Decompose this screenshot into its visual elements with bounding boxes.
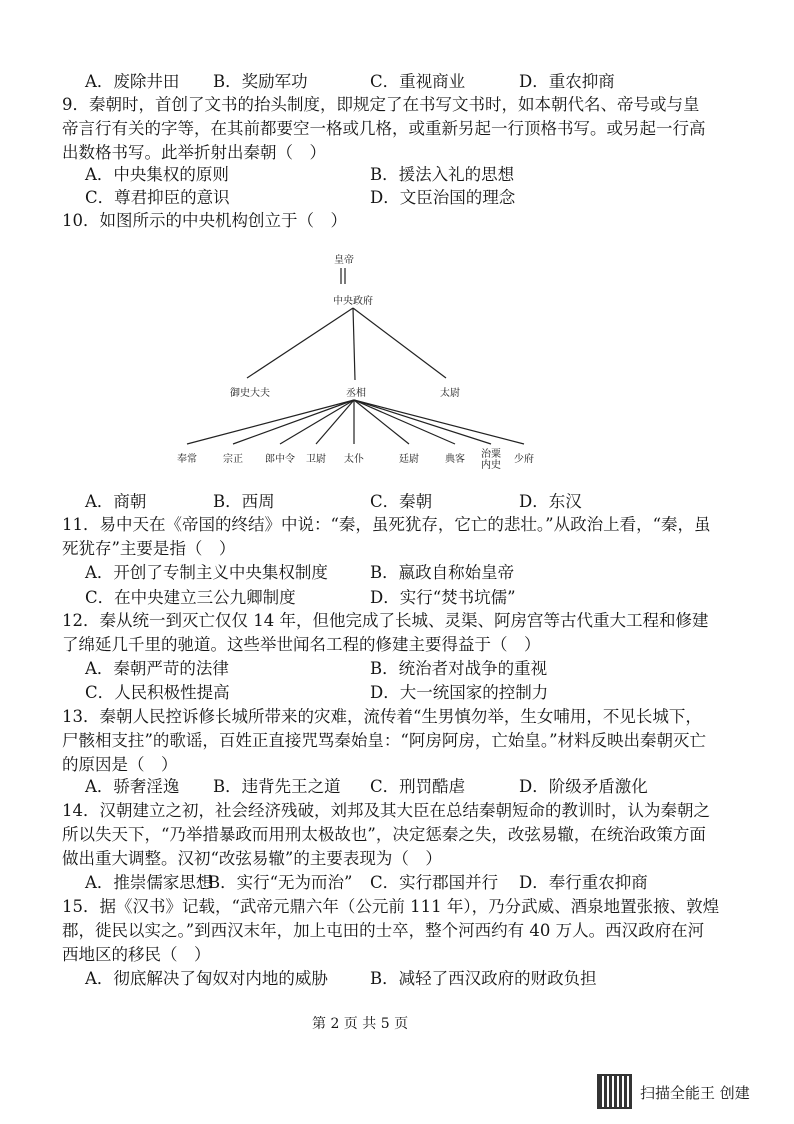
q13-option-b: B．违背先王之道 (213, 777, 341, 796)
q8-option-a: A．废除井田 (85, 72, 180, 91)
q15-stem-line: 西地区的移民（ ） (62, 945, 211, 964)
scanner-watermark: 扫描全能王 创建 (640, 1084, 750, 1102)
q10-option-b: B．西周 (213, 492, 275, 511)
q11-option-d: D．实行“焚书坑儒” (370, 588, 516, 607)
q12-option-c: C．人民积极性提高 (85, 683, 230, 702)
q13-stem-line: 尸骸相支拄”的歌谣，百姓正直接咒骂秦始皇：“阿房阿房，亡始皇。”材料反映出秦朝灭亡 (62, 731, 707, 750)
org-yushi-dafu: 御史大夫 (230, 388, 270, 399)
q12-stem-line: 12．秦从统一到灭亡仅仅 14 年，但他完成了长城、灵渠、阿房宫等古代重大工程和修建 (62, 611, 709, 630)
org-minister: 郎中令 (265, 454, 295, 465)
q10-stem: 10．如图所示的中央机构创立于（ ） (62, 211, 347, 230)
org-minister: 少府 (514, 454, 534, 465)
q13-option-c: C．刑罚酷虐 (370, 777, 466, 796)
org-emperor: 皇帝 (334, 255, 354, 266)
q11-stem-line: 死犹存”主要是指（ ） (62, 539, 236, 558)
q12-option-d: D．大一统国家的控制力 (370, 683, 549, 702)
org-chancellor: 丞相 (346, 388, 366, 399)
q14-option-a: A．推崇儒家思想 (85, 873, 213, 892)
org-minister: 治粟内史 (481, 449, 501, 471)
q8-option-b: B．奖励军功 (213, 72, 308, 91)
q15-stem-line: 郡，徙民以实之。”到西汉末年，加上屯田的士卒，整个河西约有 40 万人。西汉政府在河 (62, 921, 705, 940)
q14-option-c: C．实行郡国并行 (370, 873, 499, 892)
q8-option-c: C．重视商业 (370, 72, 466, 91)
org-minister: 宗正 (223, 454, 243, 465)
q11-option-a: A．开创了专制主义中央集权制度 (85, 563, 328, 582)
q11-option-c: C．在中央建立三公九卿制度 (85, 588, 296, 607)
q13-option-d: D．阶级矛盾激化 (519, 777, 648, 796)
org-minister: 典客 (445, 454, 465, 465)
q13-option-a: A．骄奢淫逸 (85, 777, 180, 796)
q12-option-b: B．统治者对战争的重视 (370, 659, 548, 678)
q15-option-b: B．减轻了西汉政府的财政负担 (370, 969, 597, 988)
q11-stem-line: 11．易中天在《帝国的终结》中说：“秦，虽死犹存，它亡的悲壮。”从政治上看，“秦，虽 (62, 515, 711, 534)
q12-option-a: A．秦朝严苛的法律 (85, 659, 229, 678)
q10-option-d: D．东汉 (519, 492, 582, 511)
q13-stem-line: 的原因是（ ） (62, 755, 178, 774)
q13-stem-line: 13．秦朝人民控诉修长城所带来的灾难，流传着“生男慎勿举，生女哺用，不见长城下， (62, 707, 702, 726)
q9-option-a: A．中央集权的原则 (85, 165, 229, 184)
q14-stem-line: 14．汉朝建立之初，社会经济残破，刘邦及其大臣在总结秦朝短命的教训时，认为秦朝之 (62, 801, 710, 820)
q14-option-b: B．实行“无为而治” (208, 873, 353, 892)
q9-stem-line: 帝言行有关的字等，在其前都要空一格或几格，或重新另起一行顶格书写。或另起一行高 (62, 119, 706, 138)
q15-stem-line: 15．据《汉书》记载，“武帝元鼎六年（公元前 111 年），乃分武威、酒泉地置张掖、敦煌 (62, 897, 720, 916)
q9-stem-line: 出数格书写。此举折射出秦朝（ ） (62, 143, 326, 162)
q10-option-c: C．秦朝 (370, 492, 433, 511)
qr-code-icon (597, 1074, 632, 1109)
q12-stem-line: 了绵延几千里的驰道。这些举世闻名工程的修建主要得益于（ ） (62, 635, 541, 654)
org-taiwei: 太尉 (440, 388, 460, 399)
org-minister: 奉常 (177, 454, 197, 465)
org-minister: 太仆 (344, 454, 364, 465)
q9-option-b: B．援法入礼的思想 (370, 165, 515, 184)
page-footer: 第 2 页 共 5 页 (312, 1016, 409, 1032)
org-minister: 廷尉 (399, 454, 419, 465)
org-central-government: 中央政府 (333, 296, 373, 307)
q14-stem-line: 所以失天下，“乃举措暴政而用刑太极故也”，决定惩秦之失，改弦易辙，在统治政策方面 (62, 825, 706, 844)
q10-option-a: A．商朝 (85, 492, 147, 511)
q8-option-d: D．重农抑商 (519, 72, 615, 91)
q11-option-b: B．嬴政自称始皇帝 (370, 563, 515, 582)
q14-option-d: D．奉行重农抑商 (519, 873, 648, 892)
q14-stem-line: 做出重大调整。汉初“改弦易辙”的主要表现为（ ） (62, 849, 442, 868)
q9-option-c: C．尊君抑臣的意识 (85, 188, 230, 207)
q15-option-a: A．彻底解决了匈奴对内地的威胁 (85, 969, 328, 988)
q9-stem-line: 9．秦朝时，首创了文书的抬头制度，即规定了在书写文书时，如本朝代名、帝号或与皇 (62, 95, 700, 114)
q9-option-d: D．文臣治国的理念 (370, 188, 516, 207)
org-minister: 卫尉 (306, 454, 326, 465)
